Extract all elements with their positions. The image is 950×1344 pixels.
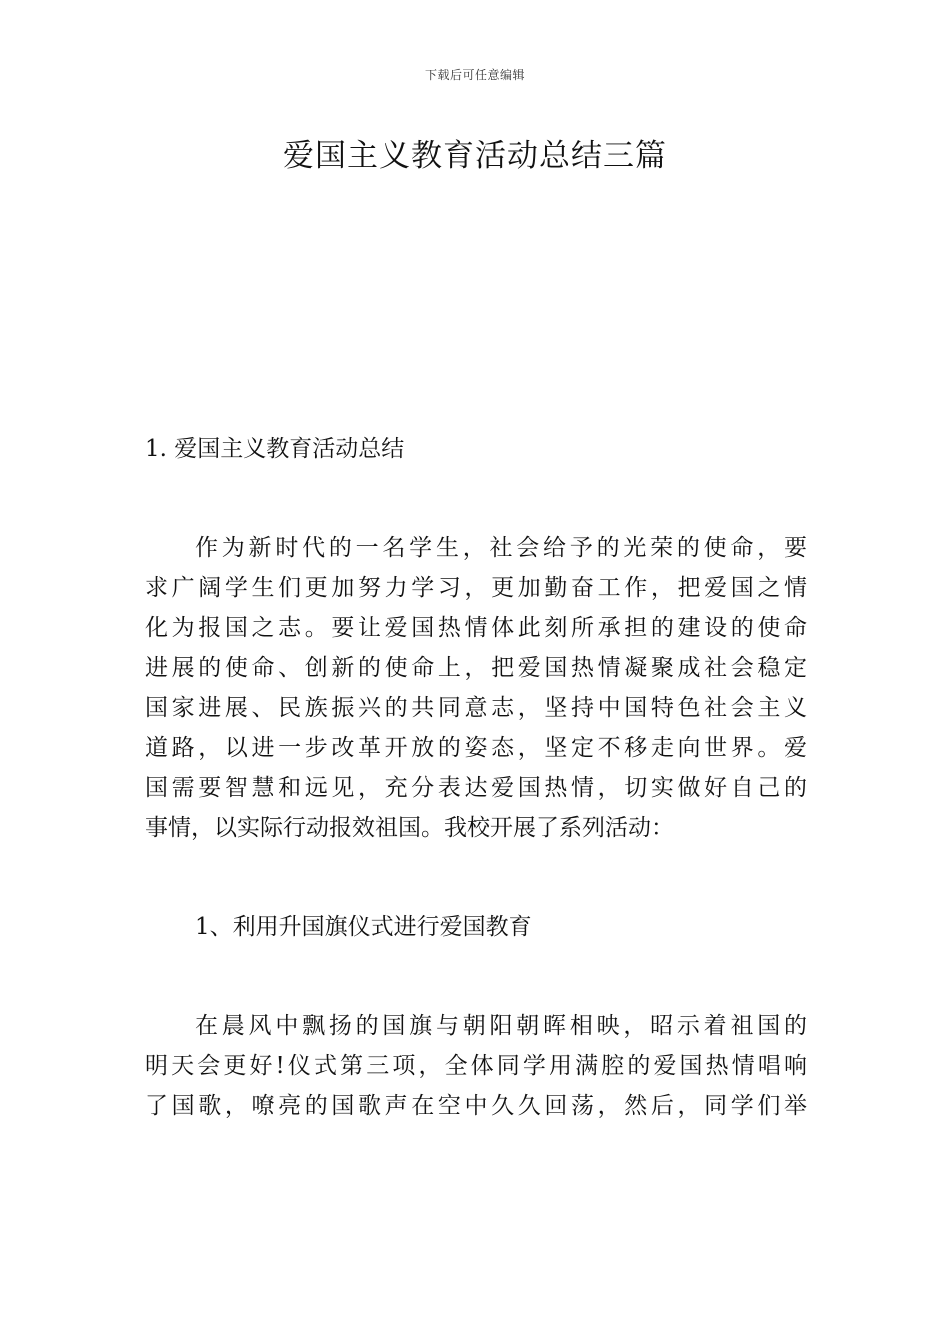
item-heading: 1、利用升国旗仪式进行爱国教育 bbox=[195, 914, 532, 940]
paragraph-line: 化为报国之志。要让爱国热情体此刻所承担的建设的使命 bbox=[145, 615, 807, 641]
paragraph-line: 事情，以实际行动报效祖国。我校开展了系列活动： bbox=[145, 815, 674, 841]
paragraph-flag-ceremony bbox=[145, 1006, 807, 1126]
paragraph-intro bbox=[145, 528, 807, 848]
paragraph-line: 明天会更好!仪式第三项，全体同学用满腔的爱国热情唱响 bbox=[145, 1053, 807, 1079]
paragraph-line: 道路，以进一步改革开放的姿态，坚定不移走向世界。爱 bbox=[145, 735, 807, 761]
paragraph-line: 求广阔学生们更加努力学习，更加勤奋工作，把爱国之情 bbox=[145, 575, 807, 601]
paragraph-line: 在晨风中飘扬的国旗与朝阳朝晖相映，昭示着祖国的 bbox=[195, 1013, 807, 1039]
paragraph-line: 国家进展、民族振兴的共同意志，坚持中国特色社会主义 bbox=[145, 695, 807, 721]
paragraph-line: 进展的使命、创新的使命上，把爱国热情凝聚成社会稳定 bbox=[145, 655, 807, 681]
paragraph-line: 了国歌，嘹亮的国歌声在空中久久回荡，然后，同学们举 bbox=[145, 1093, 807, 1119]
paragraph-line: 作为新时代的一名学生，社会给予的光荣的使命，要 bbox=[195, 535, 807, 561]
section-heading: 1. 爱国主义教育活动总结 bbox=[145, 436, 405, 462]
document-body bbox=[145, 429, 807, 1126]
document-title: 爱国主义教育活动总结三篇 bbox=[283, 138, 667, 174]
header-note: 下载后可任意编辑 bbox=[424, 68, 525, 82]
paragraph-line: 国需要智慧和远见，充分表达爱国热情，切实做好自己的 bbox=[145, 775, 807, 801]
